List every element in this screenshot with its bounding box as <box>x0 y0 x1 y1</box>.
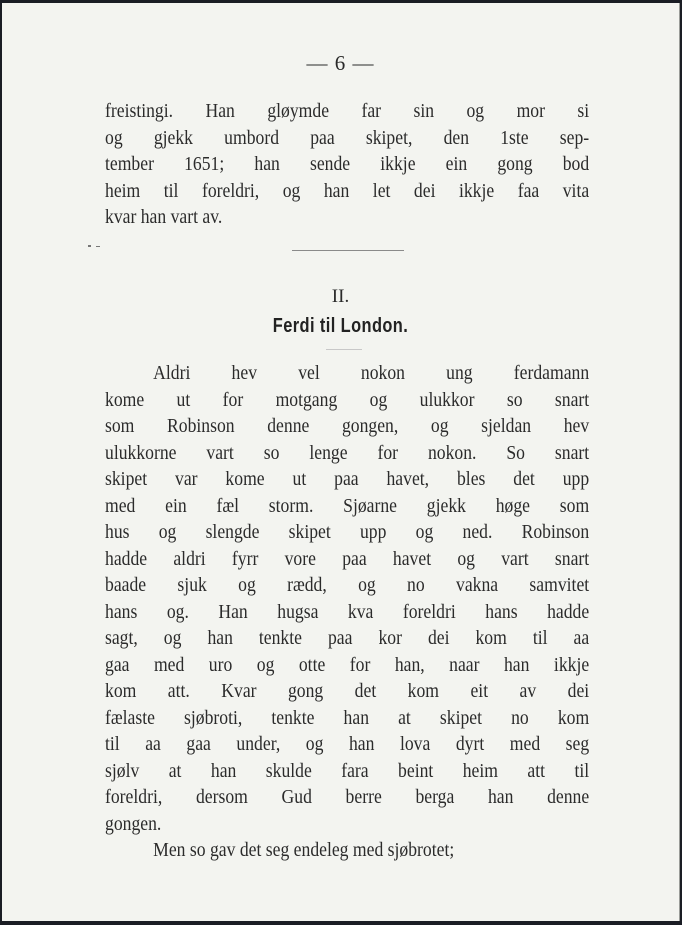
text-line: kvar han vart av. <box>105 206 223 228</box>
text-line: ulukkorne vart so lenge for nokon. So snart <box>105 441 590 464</box>
text-line: gaa med uro og otte for han, naar han ikkje <box>105 653 590 676</box>
text-line: gongen. <box>105 812 162 835</box>
text-line: freistingi. Han gløymde far sin og mor si <box>105 100 590 122</box>
section-divider <box>292 250 404 251</box>
top-paragraph <box>105 98 590 231</box>
text-line: hadde aldri fyrr vore paa havet og vart snart <box>105 547 590 570</box>
text-line: Men so gav det seg endeleg med sjøbrotet; <box>153 839 455 861</box>
text-line: hans og. Han hugsa kva foreldri hans hadde <box>105 600 590 623</box>
text-line: som Robinson denne gongen, og sjeldan hev <box>105 415 590 437</box>
text-line: sjølv at han skulde fara beint heim att til <box>105 759 590 782</box>
text-line: foreldri, dersom Gud berre berga han denne <box>105 786 590 808</box>
text-line: baade sjuk og rædd, og no vakna samvitet <box>105 574 590 596</box>
book-page <box>2 3 680 921</box>
text-line: og gjekk umbord paa skipet, den 1ste sep- <box>105 126 590 149</box>
text-line: med ein fæl storm. Sjøarne gjekk høge som <box>105 494 590 517</box>
text-line: kom att. Kvar gong det kom eit av dei <box>105 680 590 702</box>
text-line: kome ut for motgang og ulukkor so snart <box>105 388 590 411</box>
chapter-number: II. <box>331 286 350 307</box>
text-line: fælaste sjøbroti, tenkte han at skipet no kom <box>105 706 590 729</box>
text-line: heim til foreldri, og han let dei ikkje faa vita <box>105 179 590 202</box>
text-line: skipet var kome ut paa havet, bles det upp <box>105 468 590 490</box>
paragraph-1 <box>105 360 590 837</box>
text-line: hus og slengde skipet upp og ned. Robinson <box>105 521 590 543</box>
paragraph-2 <box>105 837 521 864</box>
scan-speck <box>88 245 91 247</box>
chapter-title: Ferdi til London. <box>272 315 409 337</box>
text-line: sagt, og han tenkte paa kor dei kom til aa <box>105 627 590 649</box>
scan-speck <box>96 246 100 247</box>
text-line: til aa gaa under, og han lova dyrt med seg <box>105 733 590 755</box>
page-number: — 6 — <box>306 51 375 75</box>
text-line: Aldri hev vel nokon ung ferdamann <box>153 362 590 384</box>
text-line: tember 1651; han sende ikkje ein gong bod <box>105 153 590 175</box>
title-underline <box>326 349 362 350</box>
